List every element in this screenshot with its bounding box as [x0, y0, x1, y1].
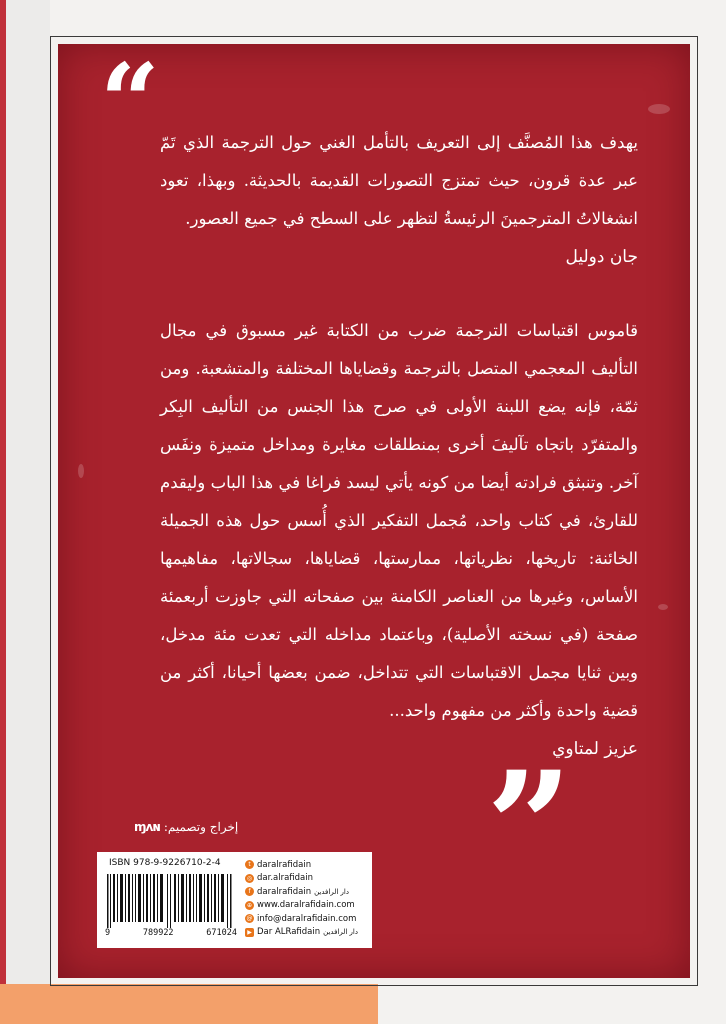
- excerpt-author: عزيز لمتاوي: [552, 739, 638, 759]
- contact-instagram: [245, 872, 369, 886]
- barcode-digits: [105, 928, 237, 938]
- contact-web: [245, 899, 369, 913]
- facebook-icon: f: [245, 887, 254, 896]
- contact-text: dar.alrafidain: [257, 873, 314, 884]
- excerpt-text: قاموس اقتباسات الترجمة ضرب من الكتابة غير مسبوق في مجال التأليف المعجمي المتصل بالترجمة وقضاياها المختلفة والمتشعبة. ومن ثمّة، فإنه يضع اللبنة الأولى في صرح هذا الجنس من التأليف البِكر والمتفرّد باتجاه تآليفَ أخرى بمنطلقات مغايرة ومداخل متميزة ونفَس آخر. وتنبثق فرادته أيضا من كونه يأتي ليسد فراغا في هذا الباب وليقدم للقارئ، في كتاب واحد، مُجمل التفكير الذي أُسس حول هذه الجميلة الخائنة: تاريخها، نظرياتها، ممارستها، قضاياها، سجالاتها، مفاهيمها الأساس، وغيرها من العناصر الكامنة بين صفحاته التي جاوزت أربعمئة صفحة (في نسخته الأصلية)، وباعتماد مداخله التي تعدت مئة مدخل، وبين ثنايا مجمل الاقتباسات التي تتداخل، ضمن بعضها أحيانا، أكثر من قضية واحدة وأكثر من مفهوم واحد...: [160, 321, 638, 720]
- youtube-icon: ▶: [245, 928, 254, 937]
- contact-text: Dar ALRafidain: [257, 927, 321, 938]
- publisher-info-box: [97, 852, 372, 948]
- page-edge: [6, 0, 50, 1024]
- excerpt-dolet: [160, 124, 638, 276]
- barcode: [107, 874, 237, 928]
- web-icon: ⊕: [246, 901, 253, 909]
- design-credit-label: إخراج وتصميم:: [163, 820, 239, 834]
- excerpt-text: يهدف هذا المُصنَّف إلى التعريف بالتأمل الغني حول الترجمة الذي تَمّ عبر عدة قرون، حيث تمتزج التصورات القديمة بالحديثة. وبهذا، تعود انشغالاتُ المترجمينَ الرئيسةُ لتظهر على السطح في جميع العصور.: [160, 133, 638, 228]
- contact-facebook: [245, 885, 369, 899]
- design-credit: [134, 820, 238, 834]
- close-quote-mark: ”: [486, 739, 573, 915]
- contact-text: www.daralrafidain.com: [257, 900, 355, 911]
- instagram-icon: ◎: [246, 874, 253, 882]
- excerpt-author: جان دوليل: [565, 247, 638, 267]
- contact-twitter: [245, 858, 369, 872]
- texture-speck: [78, 464, 84, 478]
- bottom-color-strip: [0, 984, 378, 1024]
- barcode-digit-group: 789922: [142, 928, 174, 938]
- contact-email: [245, 912, 369, 926]
- isbn-text: ISBN 978-9-9226710-2-4: [109, 858, 221, 868]
- twitter-icon: t: [245, 860, 254, 869]
- contact-text: daralrafidain: [257, 886, 312, 897]
- excerpt-translator: [160, 312, 638, 768]
- back-cover-panel: [58, 40, 690, 978]
- designer-logo: ɱʌɴ: [134, 820, 160, 834]
- contact-text: info@daralrafidain.com: [257, 913, 357, 924]
- contact-list: [245, 858, 369, 939]
- texture-speck: [658, 604, 668, 610]
- texture-speck: [648, 104, 670, 114]
- contact-arabic: دار الرافدين: [323, 928, 358, 937]
- contact-arabic: دار الرافدين: [314, 887, 349, 896]
- open-quote-mark: “: [100, 40, 160, 163]
- contact-text: daralrafidain: [257, 859, 312, 870]
- barcode-digit-group: 9: [105, 928, 111, 938]
- barcode-digit-group: 671024: [206, 928, 237, 938]
- email-icon: @: [246, 915, 253, 923]
- contact-youtube: [245, 926, 369, 940]
